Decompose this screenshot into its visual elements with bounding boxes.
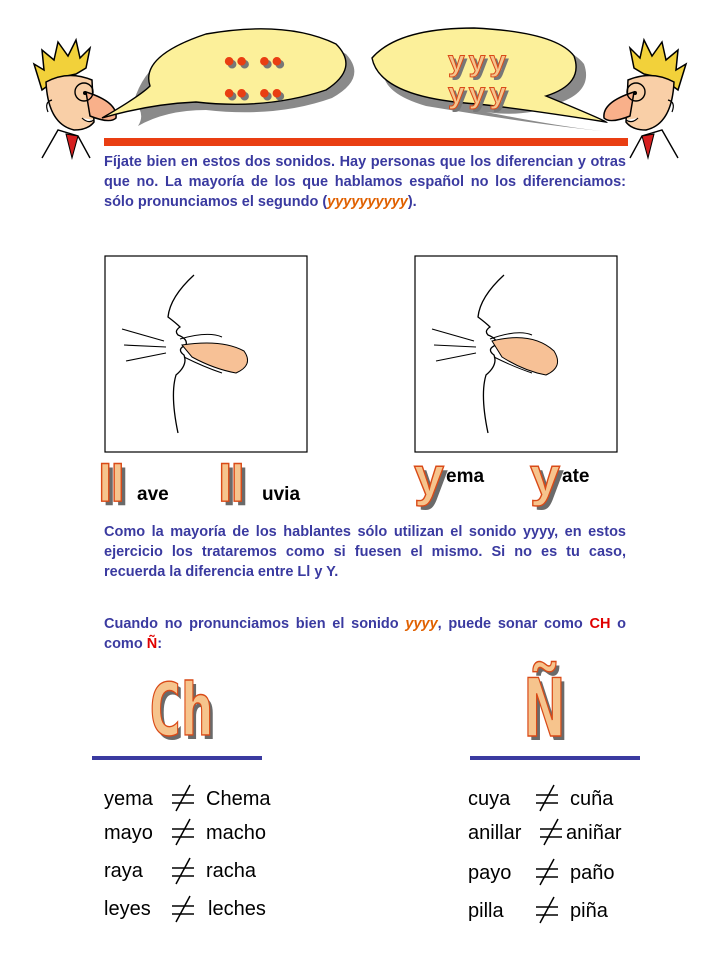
example-word-suffix: ate xyxy=(562,466,590,487)
ch-n-paragraph xyxy=(104,614,626,654)
mouth-diagram-ll xyxy=(104,255,308,453)
pair-word: mayo xyxy=(104,822,153,844)
para3-end: : xyxy=(157,636,163,652)
para3-text: Cuando no pronunciamos bien el sonido xyxy=(104,616,406,632)
intro-paragraph xyxy=(104,152,626,212)
pair-word: Chema xyxy=(206,788,271,810)
not-equal-icon xyxy=(534,895,560,925)
intro-text: Fíjate bien en estos dos sonidos. Hay personas que los diferencian y otras que no. La mayoría de los que hablamos español no los diferenciamos: sólo pronunciamos el segundo ( xyxy=(104,154,626,210)
not-equal-icon xyxy=(534,783,560,813)
pair-word: yema xyxy=(104,788,153,810)
not-equal-icon xyxy=(170,817,196,847)
right-bubble-glyphs xyxy=(424,46,534,110)
big-letter-ll: ll xyxy=(218,455,243,513)
heading-ch-underline xyxy=(92,756,262,760)
heading-n-underline xyxy=(470,756,640,760)
pair-word: pilla xyxy=(468,900,504,922)
pair-word: leyes xyxy=(104,898,151,920)
big-letter-y: y xyxy=(414,447,445,507)
right-bubble-glyph-line: yyy xyxy=(447,77,511,110)
not-equal-icon xyxy=(534,857,560,887)
example-word-suffix: ema xyxy=(446,466,485,487)
pair-word: cuya xyxy=(468,788,511,810)
pair-word: leches xyxy=(208,898,266,920)
pair-word: macho xyxy=(206,822,267,844)
pair-word: aniñar xyxy=(566,822,622,844)
not-equal-icon xyxy=(170,856,196,886)
para3-ch: CH xyxy=(589,616,611,632)
pair-word: anillar xyxy=(468,822,522,844)
not-equal-icon xyxy=(538,817,564,847)
pair-word: paño xyxy=(570,862,615,884)
big-letter-y: y xyxy=(530,447,561,507)
title-rule xyxy=(104,138,628,146)
heading-n: Ñ xyxy=(524,662,565,755)
left-bubble-glyph-line: •• •• xyxy=(223,77,285,110)
left-bubble-glyphs xyxy=(184,46,324,110)
pair-word: piña xyxy=(570,900,608,922)
intro-end: ). xyxy=(407,194,417,210)
example-word-suffix: uvia xyxy=(262,484,301,505)
not-equal-icon xyxy=(170,783,196,813)
explanation-paragraph: Como la mayoría de los hablantes sólo utilizan el sonido yyyy, en estos ejercicio los trataremos como si fuesen el mismo. Si no es tu caso, recuerda la diferencia entre Ll y Y. xyxy=(104,524,626,580)
pair-word: racha xyxy=(206,860,257,882)
heading-ch: Ch xyxy=(148,668,213,752)
intro-highlight: yyyyyyyyyy xyxy=(327,194,408,210)
para3-o: o como xyxy=(104,616,627,652)
big-letter-ll: ll xyxy=(98,455,123,513)
pair-word: payo xyxy=(468,862,512,884)
not-equal-icon xyxy=(170,894,196,924)
example-word-suffix: ave xyxy=(137,484,169,505)
pair-word: raya xyxy=(104,860,143,882)
speech-bubbles xyxy=(0,0,720,140)
right-bubble-glyph-line: yyy xyxy=(447,45,511,78)
left-bubble-glyph-line: •• •• xyxy=(223,45,285,78)
mouth-diagram-y xyxy=(414,255,618,453)
pair-word: cuña xyxy=(570,788,614,810)
para3-highlight: yyyy xyxy=(405,616,438,632)
para3-mid: , puede sonar como xyxy=(437,616,590,632)
para3-n: Ñ xyxy=(146,636,158,652)
